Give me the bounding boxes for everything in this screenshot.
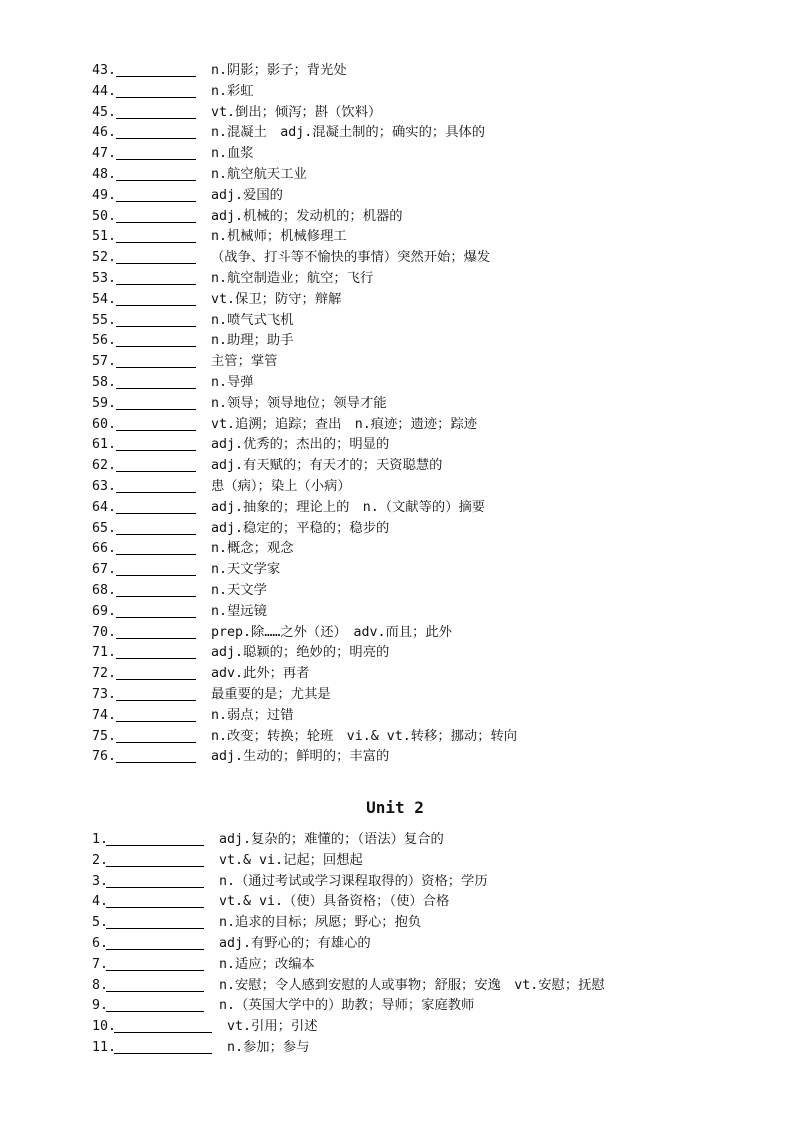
definition-text: vt.引用；引述 xyxy=(227,1019,318,1035)
vocab-row xyxy=(92,186,517,207)
answer-blank[interactable] xyxy=(116,748,196,763)
definition-text: n.导弹 xyxy=(211,374,254,390)
vocab-row xyxy=(92,1017,605,1038)
item-number: 50. xyxy=(92,208,117,224)
answer-blank[interactable] xyxy=(116,270,196,285)
item-number: 68. xyxy=(92,582,117,598)
definition-text: n.弱点；过错 xyxy=(211,707,294,723)
item-number: 71. xyxy=(92,645,117,661)
vocab-row xyxy=(92,706,517,727)
vocab-list-unit2 xyxy=(92,830,605,1059)
definition-text: n.喷气式飞机 xyxy=(211,312,294,328)
definition-text: vt.倒出；倾泻；斟（饮料） xyxy=(211,104,382,120)
vocab-row xyxy=(92,519,517,540)
definition-text: n.彩虹 xyxy=(211,83,254,99)
definition-text: n.领导；领导地位；领导才能 xyxy=(211,395,387,411)
definition-text: vt.追溯；追踪；查出 n.痕迹；遗迹；踪迹 xyxy=(211,416,478,432)
vocab-row xyxy=(92,352,517,373)
item-number: 10. xyxy=(92,1019,117,1035)
vocab-row xyxy=(92,123,517,144)
item-number: 9. xyxy=(92,998,109,1014)
item-number: 53. xyxy=(92,270,117,286)
definition-text: n.改变；转换；轮班 vi.& vt.转移；挪动；转向 xyxy=(211,728,518,744)
vocab-row xyxy=(92,913,605,934)
vocab-row xyxy=(92,435,517,456)
definition-text: adv.此外；再者 xyxy=(211,666,310,682)
answer-blank[interactable] xyxy=(116,686,196,701)
item-number: 63. xyxy=(92,478,117,494)
vocab-row xyxy=(92,581,517,602)
vocab-row xyxy=(92,61,517,82)
definition-text: 患（病）；染上（小病） xyxy=(211,478,351,494)
answer-blank[interactable] xyxy=(116,104,196,119)
item-number: 55. xyxy=(92,312,117,328)
definition-text: adj.复杂的；难懂的；（语法）复合的 xyxy=(219,832,444,847)
definition-text: n.阴影；影子；背光处 xyxy=(211,63,347,78)
answer-blank[interactable] xyxy=(116,187,196,202)
item-number: 60. xyxy=(92,416,117,432)
vocab-row xyxy=(92,248,517,269)
item-number: 57. xyxy=(92,354,117,370)
definition-text: n.（英国大学中的）助教；导师；家庭教师 xyxy=(219,998,475,1014)
item-number: 47. xyxy=(92,146,117,162)
vocab-row xyxy=(92,996,605,1017)
answer-blank[interactable] xyxy=(116,582,196,597)
answer-blank[interactable] xyxy=(116,228,196,243)
item-number: 1. xyxy=(92,832,109,847)
vocab-row xyxy=(92,623,517,644)
item-number: 51. xyxy=(92,229,117,245)
item-number: 2. xyxy=(92,852,109,868)
definition-text: adj.优秀的；杰出的；明显的 xyxy=(211,437,390,453)
item-number: 56. xyxy=(92,333,117,349)
vocab-row xyxy=(92,103,517,124)
vocab-row xyxy=(92,892,605,913)
item-number: 67. xyxy=(92,562,117,578)
vocab-row xyxy=(92,290,517,311)
vocab-row xyxy=(92,747,517,768)
answer-blank[interactable] xyxy=(106,997,204,1012)
definition-text: n.混凝土 adj.混凝土制的；确实的；具体的 xyxy=(211,125,486,141)
answer-blank[interactable] xyxy=(116,416,196,431)
answer-blank[interactable] xyxy=(116,208,196,223)
vocab-row xyxy=(92,456,517,477)
item-number: 54. xyxy=(92,291,117,307)
item-number: 59. xyxy=(92,395,117,411)
vocab-row xyxy=(92,602,517,623)
definition-text: adj.聪颖的；绝妙的；明亮的 xyxy=(211,645,390,661)
item-number: 75. xyxy=(92,728,117,744)
answer-blank[interactable] xyxy=(116,499,196,514)
answer-blank[interactable] xyxy=(116,561,196,576)
answer-blank[interactable] xyxy=(116,291,196,306)
vocab-row xyxy=(92,227,517,248)
item-number: 76. xyxy=(92,749,117,765)
answer-blank[interactable] xyxy=(116,374,196,389)
vocab-row xyxy=(92,373,517,394)
answer-blank[interactable] xyxy=(116,603,196,618)
definition-text: （战争、打斗等不愉快的事情）突然开始；爆发 xyxy=(211,250,491,266)
definition-text: adj.有野心的；有雄心的 xyxy=(219,935,371,951)
answer-blank[interactable] xyxy=(116,457,196,472)
unit-heading xyxy=(0,798,794,817)
item-number: 73. xyxy=(92,686,117,702)
answer-blank[interactable] xyxy=(114,1018,212,1033)
vocab-row xyxy=(92,269,517,290)
definition-text: adj.抽象的；理论上的 n.（文献等的）摘要 xyxy=(211,499,486,515)
vocab-row xyxy=(92,955,605,976)
vocab-row xyxy=(92,664,517,685)
vocab-row xyxy=(92,394,517,415)
answer-blank[interactable] xyxy=(106,914,204,929)
item-number: 43. xyxy=(92,63,117,78)
vocab-row xyxy=(92,82,517,103)
vocab-row xyxy=(92,560,517,581)
item-number: 74. xyxy=(92,707,117,723)
answer-blank[interactable] xyxy=(116,644,196,659)
definition-text: n.概念；观念 xyxy=(211,541,294,557)
definition-text: vt.& vi.（使）具备资格；（使）合格 xyxy=(219,894,450,910)
definition-text: n.适应；改编本 xyxy=(219,956,315,972)
item-number: 58. xyxy=(92,374,117,390)
item-number: 6. xyxy=(92,935,109,951)
answer-blank[interactable] xyxy=(116,624,196,639)
vocab-row xyxy=(92,976,605,997)
item-number: 49. xyxy=(92,187,117,203)
item-number: 52. xyxy=(92,250,117,266)
definition-text: n.安慰；令人感到安慰的人或事物；舒服；安逸 vt.安慰；抚慰 xyxy=(219,977,605,993)
vocab-row xyxy=(92,144,517,165)
definition-text: n.血浆 xyxy=(211,146,254,162)
definition-text: adj.有天赋的；有天才的；天资聪慧的 xyxy=(211,458,443,474)
answer-blank[interactable] xyxy=(116,478,196,493)
vocab-row xyxy=(92,311,517,332)
answer-blank[interactable] xyxy=(116,436,196,451)
answer-blank[interactable] xyxy=(106,935,204,950)
definition-text: n.助理；助手 xyxy=(211,333,294,349)
vocab-row xyxy=(92,830,605,851)
vocab-row xyxy=(92,415,517,436)
definition-text: n.追求的目标；夙愿；野心；抱负 xyxy=(219,915,422,931)
answer-blank[interactable] xyxy=(116,728,196,743)
answer-blank[interactable] xyxy=(116,83,196,98)
vocab-row xyxy=(92,872,605,893)
vocab-row xyxy=(92,477,517,498)
answer-blank[interactable] xyxy=(116,353,196,368)
item-number: 70. xyxy=(92,624,117,640)
answer-blank[interactable] xyxy=(106,873,204,888)
answer-blank[interactable] xyxy=(106,893,204,908)
item-number: 44. xyxy=(92,83,117,99)
answer-blank[interactable] xyxy=(116,124,196,139)
definition-text: adj.机械的；发动机的；机器的 xyxy=(211,208,403,224)
definition-text: n.参加；参与 xyxy=(227,1039,310,1055)
definition-text: adj.生动的；鲜明的；丰富的 xyxy=(211,749,390,765)
answer-blank[interactable] xyxy=(116,707,196,722)
definition-text: n.航空航天工业 xyxy=(211,166,307,182)
item-number: 46. xyxy=(92,125,117,141)
answer-blank[interactable] xyxy=(106,956,204,971)
definition-text: adj.爱国的 xyxy=(211,187,283,203)
item-number: 65. xyxy=(92,520,117,536)
answer-blank[interactable] xyxy=(106,852,204,867)
definition-text: vt.保卫；防守；辩解 xyxy=(211,291,342,307)
vocab-row xyxy=(92,727,517,748)
definition-text: vt.& vi.记起；回想起 xyxy=(219,852,363,868)
definition-text: n.（通过考试或学习课程取得的）资格；学历 xyxy=(219,873,488,889)
answer-blank[interactable] xyxy=(116,665,196,680)
vocab-row xyxy=(92,851,605,872)
item-number: 3. xyxy=(92,873,109,889)
answer-blank[interactable] xyxy=(116,249,196,264)
item-number: 48. xyxy=(92,166,117,182)
item-number: 66. xyxy=(92,541,117,557)
item-number: 11. xyxy=(92,1039,117,1055)
vocab-row xyxy=(92,498,517,519)
item-number: 72. xyxy=(92,666,117,682)
item-number: 69. xyxy=(92,603,117,619)
answer-blank[interactable] xyxy=(116,540,196,555)
definition-text: n.望远镜 xyxy=(211,603,267,619)
item-number: 62. xyxy=(92,458,117,474)
answer-blank[interactable] xyxy=(116,145,196,160)
vocab-list-part1 xyxy=(92,61,517,768)
item-number: 8. xyxy=(92,977,109,993)
vocab-row xyxy=(92,1038,605,1059)
item-number: 7. xyxy=(92,956,109,972)
answer-blank[interactable] xyxy=(106,831,204,846)
answer-blank[interactable] xyxy=(114,1039,212,1054)
vocab-row xyxy=(92,539,517,560)
unit-title: Unit 2 xyxy=(366,798,424,817)
item-number: 61. xyxy=(92,437,117,453)
answer-blank[interactable] xyxy=(116,312,196,327)
item-number: 45. xyxy=(92,104,117,120)
vocab-row xyxy=(92,207,517,228)
item-number: 4. xyxy=(92,894,109,910)
definition-text: adj.稳定的；平稳的；稳步的 xyxy=(211,520,390,536)
definition-text: n.机械师；机械修理工 xyxy=(211,229,347,245)
answer-blank[interactable] xyxy=(116,395,196,410)
definition-text: 最重要的是；尤其是 xyxy=(211,686,331,702)
vocab-row xyxy=(92,685,517,706)
answer-blank[interactable] xyxy=(116,62,196,77)
definition-text: n.航空制造业；航空；飞行 xyxy=(211,270,374,286)
definition-text: n.天文学家 xyxy=(211,562,281,578)
vocab-row xyxy=(92,643,517,664)
item-number: 64. xyxy=(92,499,117,515)
answer-blank[interactable] xyxy=(116,166,196,181)
definition-text: prep.除……之外（还） adv.而且；此外 xyxy=(211,624,452,640)
answer-blank[interactable] xyxy=(106,977,204,992)
definition-text: n.天文学 xyxy=(211,582,267,598)
vocab-row xyxy=(92,934,605,955)
vocab-row xyxy=(92,165,517,186)
answer-blank[interactable] xyxy=(116,520,196,535)
vocab-row xyxy=(92,331,517,352)
definition-text: 主管；掌管 xyxy=(211,354,278,370)
item-number: 5. xyxy=(92,915,109,931)
answer-blank[interactable] xyxy=(116,332,196,347)
